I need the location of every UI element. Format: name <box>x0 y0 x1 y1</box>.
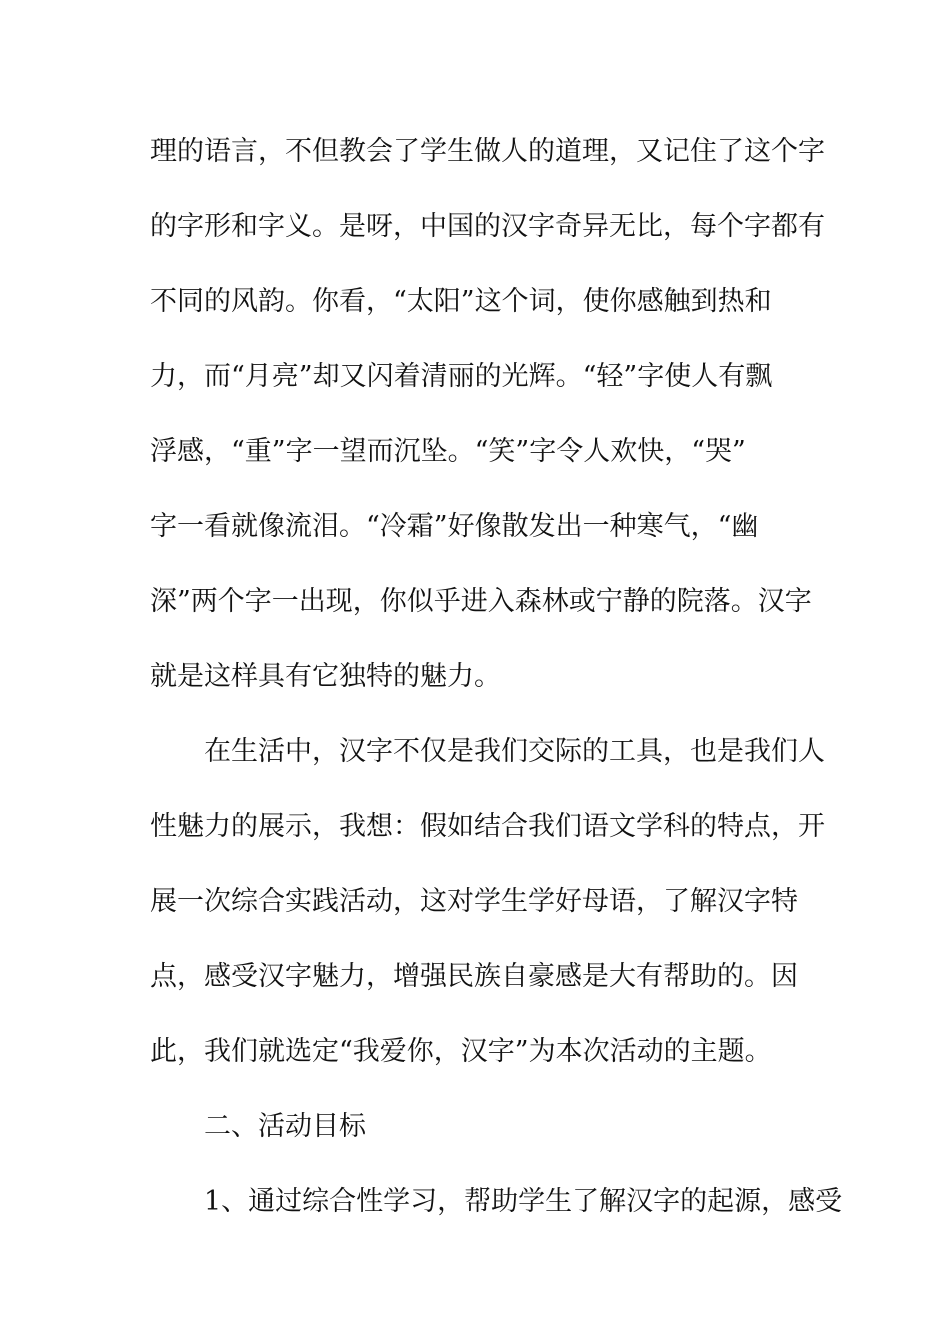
text-line: 不同的风韵。你看，“太阳”这个词，使你感触到热和 <box>150 286 772 317</box>
section-heading: 二、活动目标 <box>204 1111 366 1142</box>
text-line: 浮感，“重”字一望而沉坠。“笑”字令人欢快，“哭” <box>150 436 746 467</box>
text-line: 理的语言，不但教会了学生做人的道理，又记住了这个字 <box>150 136 825 167</box>
text-line: 1、通过综合性学习，帮助学生了解汉字的起源，感受 <box>204 1186 843 1217</box>
text-line: 深”两个字一出现，你似乎进入森林或宁静的院落。汉字 <box>150 586 812 617</box>
text-line: 字一看就像流泪。“冷霜”好像散发出一种寒气，“幽 <box>150 511 759 542</box>
text-line: 的字形和字义。是呀，中国的汉字奇异无比，每个字都有 <box>150 211 825 242</box>
text-line: 展一次综合实践活动，这对学生学好母语，了解汉字特 <box>150 886 798 917</box>
text-line: 此，我们就选定“我爱你，汉字”为本次活动的主题。 <box>150 1036 772 1067</box>
body-text <box>150 114 843 1239</box>
text-line: 性魅力的展示，我想：假如结合我们语文学科的特点，开 <box>150 811 825 842</box>
text-line: 就是这样具有它独特的魅力。 <box>150 661 501 692</box>
text-line: 在生活中，汉字不仅是我们交际的工具，也是我们人 <box>204 736 825 767</box>
text-line: 力，而“月亮”却又闪着清丽的光辉。“轻”字使人有飘 <box>150 361 773 392</box>
text-line: 点，感受汉字魅力，增强民族自豪感是大有帮助的。因 <box>150 961 798 992</box>
